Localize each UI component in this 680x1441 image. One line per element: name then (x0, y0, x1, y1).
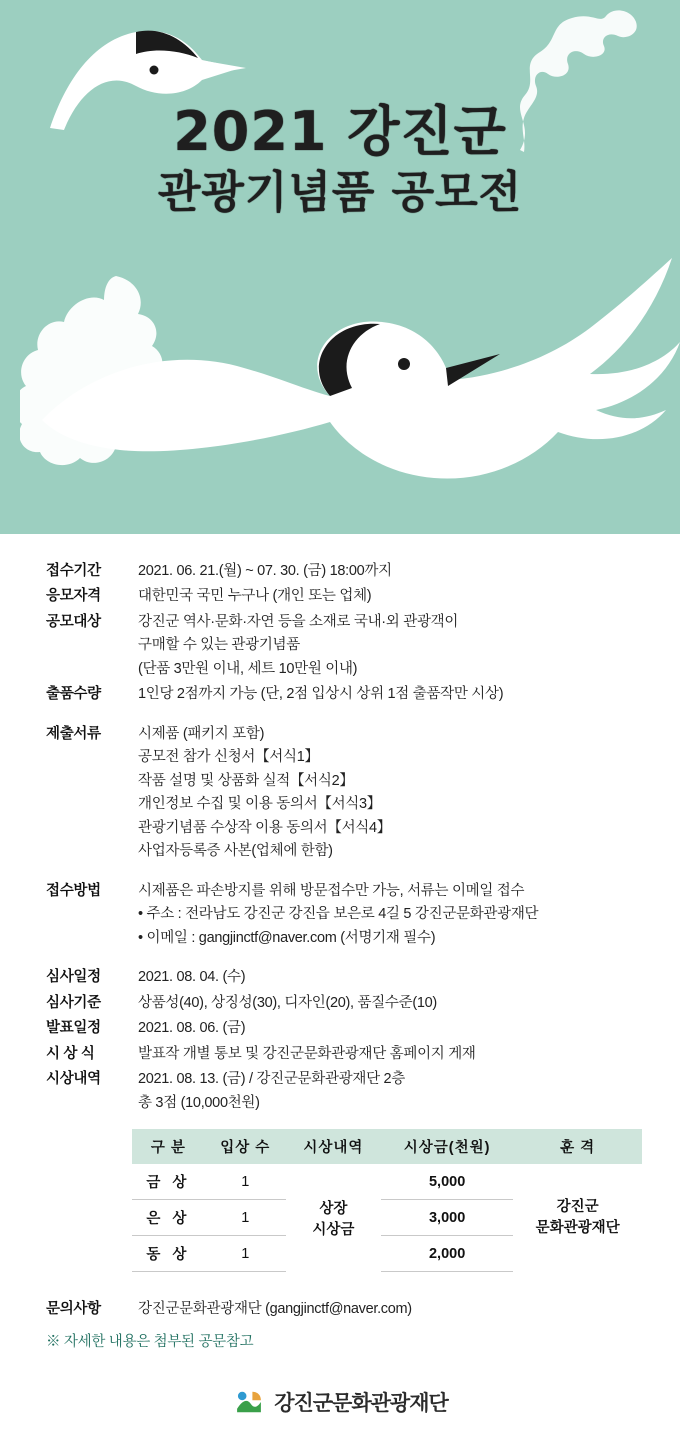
prize-header-amount: 시상금(천원) (381, 1129, 513, 1164)
detail-label: 접수방법 (46, 882, 101, 899)
detail-value (138, 1017, 634, 1040)
detail-label: 응모자격 (46, 588, 101, 605)
detail-value-line: • 주소 : 전라남도 강진군 강진읍 보은로 4길 5 강진군문화관광재단 (138, 906, 539, 923)
detail-label: 시 상 식 (46, 1045, 95, 1062)
detail-value-line: 2021. 08. 04. (수) (138, 969, 246, 986)
prize-amount-cell: 2,000 (381, 1236, 513, 1272)
contact-section (46, 1298, 634, 1350)
detail-row (46, 585, 634, 608)
detail-value-line: 구매할 수 있는 관광기념품 (138, 637, 300, 654)
detail-value (138, 723, 634, 864)
detail-row (46, 1017, 634, 1040)
detail-value-line: 2021. 06. 21.(월) ~ 07. 30. (금) 18:00까지 (138, 563, 392, 579)
prize-table-body (132, 1164, 642, 1272)
prize-grade-cell: 동 상 (132, 1236, 205, 1272)
foundation-logo-icon (232, 1385, 266, 1419)
detail-label: 심사기준 (46, 994, 101, 1011)
contact-value: 강진군문화관광재단 (gangjinctf@naver.com) (138, 1301, 412, 1318)
detail-value (138, 1043, 634, 1066)
flying-crane-decoration (30, 250, 680, 510)
prize-count-cell: 1 (205, 1236, 286, 1272)
details-section (0, 534, 680, 1441)
prize-table-container (46, 1129, 634, 1272)
detail-value-line: 관광기념품 수상작 이용 동의서【서식4】 (138, 819, 391, 836)
prize-org-cell (513, 1164, 642, 1272)
hero-title-group (0, 100, 680, 219)
detail-label: 발표일정 (46, 1020, 101, 1037)
detail-value-line: 작품 설명 및 상품화 실적【서식2】 (138, 772, 354, 789)
detail-value (138, 683, 634, 706)
detail-row-list (46, 560, 634, 1115)
prize-count-cell: 1 (205, 1164, 286, 1200)
detail-label: 출품수량 (46, 686, 101, 703)
detail-value (138, 1068, 634, 1115)
detail-value (138, 560, 634, 583)
detail-value-line: 2021. 08. 13. (금) / 강진군문화관광재단 2층 (138, 1071, 405, 1088)
detail-row (46, 1068, 634, 1115)
prize-amount-cell: 5,000 (381, 1164, 513, 1200)
footer-logo (46, 1385, 634, 1441)
prize-header-detail: 시상내역 (286, 1129, 381, 1164)
detail-row (46, 992, 634, 1015)
table-row (132, 1164, 642, 1200)
prize-table (132, 1129, 642, 1272)
detail-row (46, 966, 634, 989)
detail-value-line: (단품 3만원 이내, 세트 10만원 이내) (138, 660, 358, 677)
prize-amount-cell: 3,000 (381, 1200, 513, 1236)
prize-grade-cell: 금 상 (132, 1164, 205, 1200)
prize-header-count: 입상 수 (205, 1129, 286, 1164)
detail-label: 접수기간 (46, 563, 101, 579)
hero-title-line1: 2021 강진군 (173, 100, 507, 163)
detail-value-line: 2021. 08. 06. (금) (138, 1020, 246, 1037)
detail-value (138, 880, 634, 950)
prize-grade-cell: 은 상 (132, 1200, 205, 1236)
detail-row (46, 611, 634, 681)
detail-row (46, 880, 634, 950)
detail-value-line: 대한민국 국민 누구나 (개인 또는 업체) (138, 588, 372, 605)
detail-value-line: 시제품은 파손방지를 위해 방문접수만 가능, 서류는 이메일 접수 (138, 882, 525, 899)
prize-org-line2: 문화관광재단 (535, 1219, 620, 1236)
detail-label: 제출서류 (46, 725, 101, 742)
prize-header-org: 훈 격 (513, 1129, 642, 1164)
contact-note: ※ 자세한 내용은 첨부된 공문참고 (46, 1333, 254, 1350)
detail-value-line: • 이메일 : gangjinctf@naver.com (서명기재 필수) (138, 929, 436, 946)
contact-label: 문의사항 (46, 1301, 101, 1318)
detail-value-line: 사업자등록증 사본(업체에 한함) (138, 843, 333, 860)
detail-value-line: 강진군 역사·문화·자연 등을 소재로 국내·외 관광객이 (138, 613, 459, 630)
foundation-logo-text: 강진군문화관광재단 (274, 1390, 448, 1415)
prize-count-cell: 1 (205, 1200, 286, 1236)
detail-value (138, 966, 634, 989)
prize-detail-line2: 시상금 (312, 1221, 355, 1238)
detail-label: 심사일정 (46, 969, 101, 986)
detail-row (46, 560, 634, 583)
prize-detail-cell (286, 1164, 381, 1272)
detail-value-line: 1인당 2점까지 가능 (단, 2점 입상시 상위 1점 출품작만 시상) (138, 686, 504, 703)
detail-label: 시상내역 (46, 1071, 101, 1088)
detail-row (46, 1043, 634, 1066)
detail-value (138, 585, 634, 608)
detail-value-line: 상품성(40), 상징성(30), 디자인(20), 품질수준(10) (138, 994, 437, 1011)
detail-value-line: 개인정보 수집 및 이용 동의서【서식3】 (138, 796, 381, 813)
detail-value-line: 시제품 (패키지 포함) (138, 725, 265, 742)
detail-label: 공모대상 (46, 613, 101, 630)
prize-table-header-row (132, 1129, 642, 1164)
detail-value-line: 공모전 참가 신청서【서식1】 (138, 749, 319, 766)
prize-header-grade: 구 분 (132, 1129, 205, 1164)
detail-row (46, 683, 634, 706)
detail-value (138, 611, 634, 681)
detail-value-line: 총 3점 (10,000천원) (138, 1094, 260, 1111)
detail-value (138, 992, 634, 1015)
prize-org-line1: 강진군 (556, 1198, 599, 1215)
hero-title-line2: 관광기념품 공모전 (157, 166, 523, 218)
detail-row (46, 723, 634, 864)
prize-detail-line1: 상장 (319, 1200, 348, 1217)
hero-banner (0, 0, 680, 534)
detail-value-line: 발표작 개별 통보 및 강진군문화관광재단 홈페이지 게재 (138, 1045, 476, 1062)
